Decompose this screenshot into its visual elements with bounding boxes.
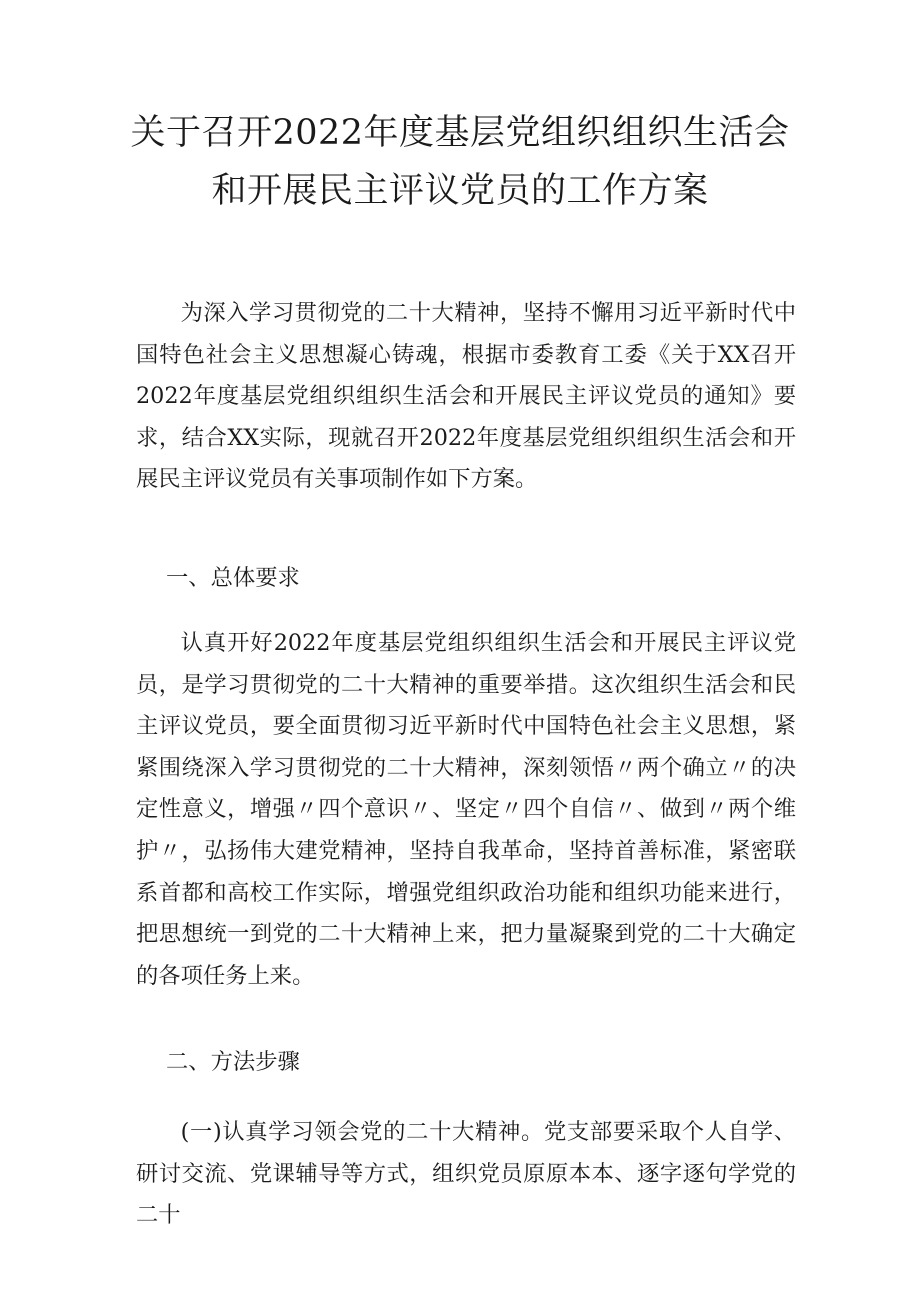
document-title <box>60 104 860 220</box>
method-steps-paragraph: (一)认真学习领会党的二十大精神。党支部要采取个人自学、研讨交流、党课辅导等方式，组织党员原原本本、逐字逐句学党的二十 <box>136 1119 796 1229</box>
title-line-1: 关于召开2022年度基层党组织组织生活会 <box>130 113 790 153</box>
section-heading-method-steps: 二、方法步骤 <box>166 1049 300 1075</box>
intro-paragraph: 为深入学习贯彻党的二十大精神，坚持不懈用习近平新时代中国特色社会主义思想凝心铸魂，根据市委教育工委《关于XX召开2022年度基层党组织组织生活会和开展民主评议党员的通知》要求，结合XX实际，现就召开2022年度基层党组织组织生活会和开展民主评议党员有关事项制作如下方案。 <box>136 300 796 493</box>
section-heading-general-requirements: 一、总体要求 <box>166 565 300 591</box>
title-line-2: 和开展民主评议党员的工作方案 <box>211 171 709 211</box>
general-requirements-paragraph: 认真开好2022年度基层党组织组织生活会和开展民主评议党员，是学习贯彻党的二十大精神的重要举措。这次组织生活会和民主评议党员，要全面贯彻习近平新时代中国特色社会主义思想，紧紧围绕深入学习贯彻党的二十大精神，深刻领悟〃两个确立〃的决定性意义，增强〃四个意识〃、坚定〃四个自信〃、做到〃两个维护〃，弘扬伟大建党精神，坚持自我革命，坚持首善标准，紧密联系首都和高校工作实际，增强党组织政治功能和组织功能来进行，把思想统一到党的二十大精神上来，把力量凝聚到党的二十大确定的各项任务上来。 <box>136 630 796 989</box>
